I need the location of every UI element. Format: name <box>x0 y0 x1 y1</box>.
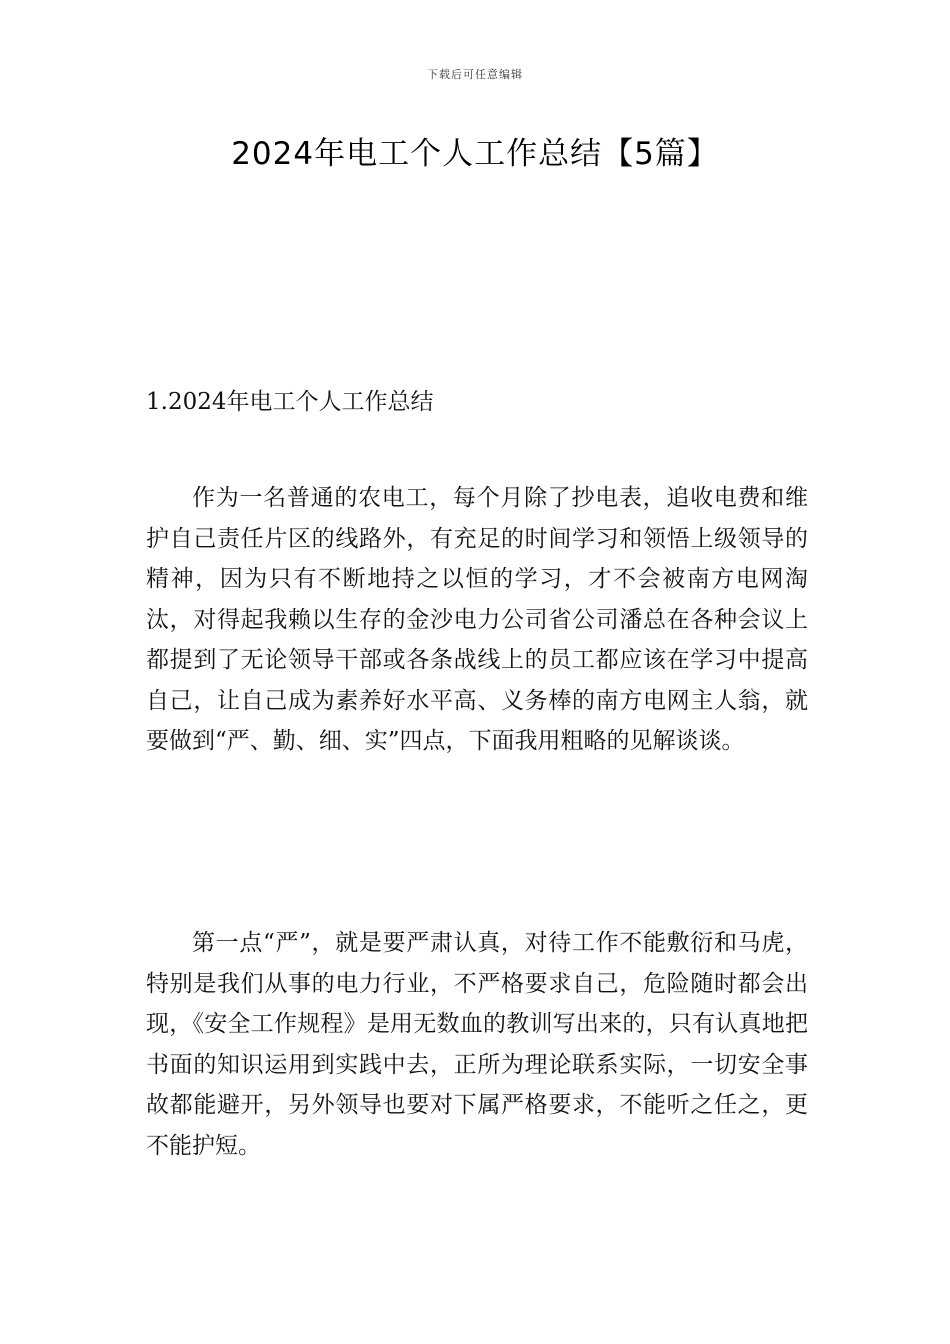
section-heading: 1.2024年电工个人工作总结 <box>146 389 434 415</box>
body-paragraph: 作为一名普通的农电工，每个月除了抄电表，追收电费和维护自己责任片区的线路外，有充足的时间学习和领悟上级领导的精神，因为只有不断地持之以恒的学习，才不会被南方电网淘汰，对得起我赖以生存的金沙电力公司省公司潘总在各种会议上都提到了无论领导干部或各条战线上的员工都应该在学习中提高自己，让自己成为素养好水平高、义务棒的南方电网主人翁，就要做到“严、勤、细、实”四点，下面我用粗略的见解谈谈。 <box>146 485 808 754</box>
body-paragraph: 第一点“严”，就是要严肃认真，对待工作不能敷衍和马虎，特别是我们从事的电力行业，不严格要求自己，危险随时都会出现，《安全工作规程》是用无数血的教训写出来的，只有认真地把书面的知识运用到实践中去，正所为理论联系实际，一切安全事故都能避开，另外领导也要对下属严格要求，不能听之任之，更不能护短。 <box>146 930 808 1159</box>
document-title: 2024年电工个人工作总结【5篇】 <box>231 136 719 172</box>
header-note: 下载后可任意编辑 <box>427 68 523 81</box>
